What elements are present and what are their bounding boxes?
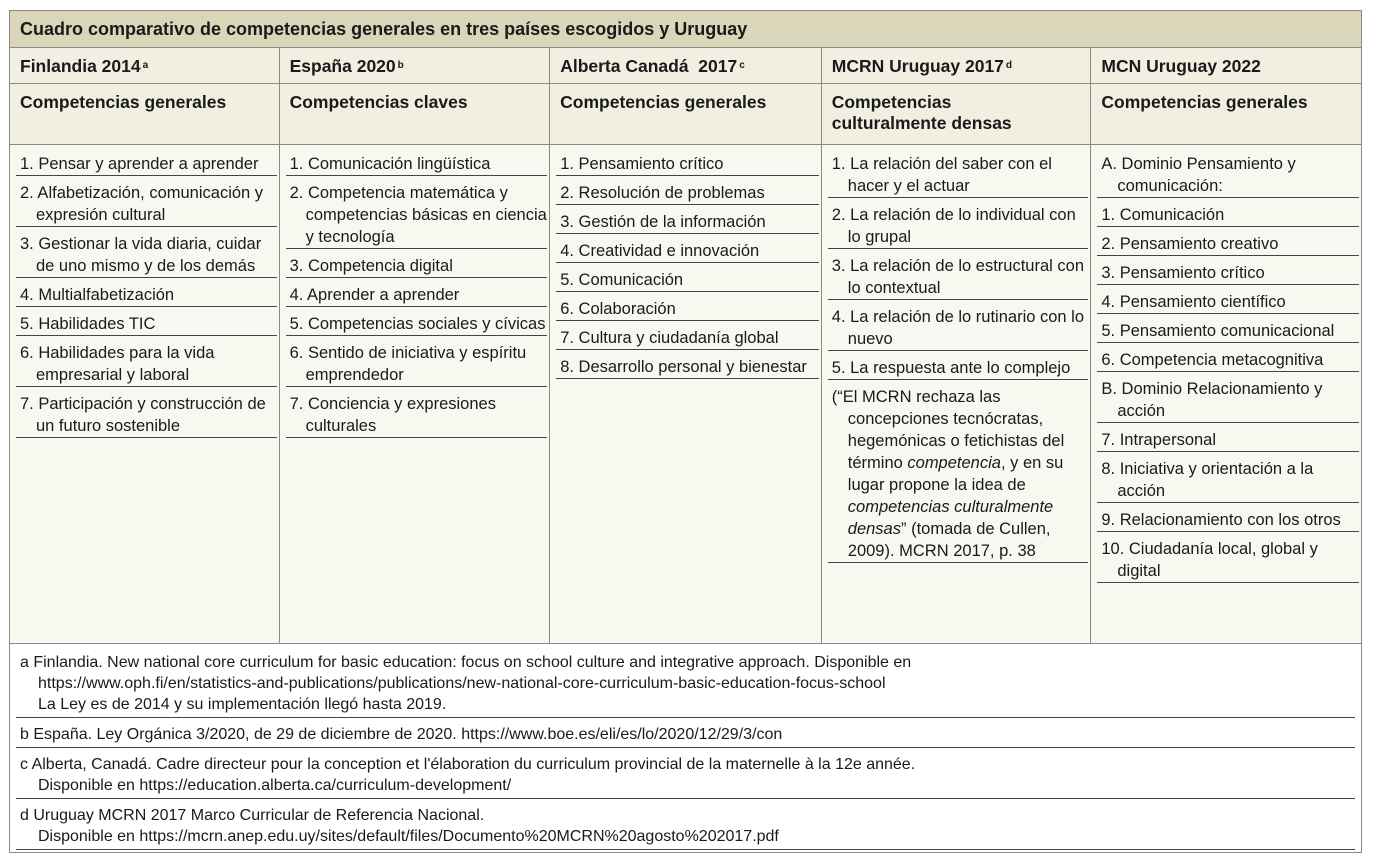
subheader: Competencias culturalmente densas xyxy=(822,84,1092,144)
competency-column-espana xyxy=(280,145,551,643)
list-item: A. Dominio Pensamiento y comunicación: xyxy=(1097,151,1359,198)
country-name: MCN Uruguay 2022 xyxy=(1101,56,1261,76)
note-text: (“El MCRN rechaza las concepciones tecnócratas, hegemónicas o fetichistas del término xyxy=(831,388,1065,472)
list-item: 7. Intrapersonal xyxy=(1097,427,1359,452)
country-name: España 2020 xyxy=(289,56,396,76)
footnote-continuation: Disponible en https://mcrn.anep.edu.uy/sites/default/files/Documento%20MCRN%20agosto%202017.pdf xyxy=(38,828,779,845)
competency-column-mcrn xyxy=(822,145,1092,643)
list-item: 2. Pensamiento creativo xyxy=(1097,231,1359,256)
list-item: 1. Pensamiento crítico xyxy=(556,151,819,176)
list-item: 1. Comunicación lingüística xyxy=(286,151,548,176)
footnote-continuation: https://www.oph.fi/en/statistics-and-publications/publications/new-national-core-curriculum-basic-education-focus-school La Ley es de 2014 y su implementación llegó hasta 2019. xyxy=(38,675,886,713)
footnote-text: c Alberta, Canadá. Cadre directeur pour la conception et l'élaboration du curriculum provincial de la maternelle à la 12e année. xyxy=(20,756,916,773)
list-item: 8. Iniciativa y orientación a la acción xyxy=(1097,456,1359,503)
footnote-text: b España. Ley Orgánica 3/2020, de 29 de diciembre de 2020. https://www.boe.es/eli/es/lo/2020/12/29/3/con xyxy=(20,726,783,743)
subheader: Competencias generales xyxy=(10,84,280,144)
list-item: 3. La relación de lo estructural con lo contextual xyxy=(828,253,1089,300)
country-header xyxy=(1091,48,1361,83)
footnote-continuation: Disponible en https://education.alberta.ca/curriculum-development/ xyxy=(38,777,512,794)
list-item: 7. Cultura y ciudadanía global xyxy=(556,325,819,350)
comparison-table xyxy=(9,10,1362,853)
list-item: 2. Resolución de problemas xyxy=(556,180,819,205)
list-item: 8. Desarrollo personal y bienestar xyxy=(556,354,819,379)
footnote xyxy=(16,803,1355,850)
list-item: 1. La relación del saber con el hacer y el actuar xyxy=(828,151,1089,198)
list-item: 6. Habilidades para la vida empresarial y laboral xyxy=(16,340,277,387)
footnote-ref: d xyxy=(1005,60,1013,71)
list-item: 7. Conciencia y expresiones culturales xyxy=(286,391,548,438)
note-text: ” (tomada de Cullen, 2009). MCRN 2017, p. 38 xyxy=(847,520,1051,560)
country-header-row xyxy=(10,48,1361,84)
note-text: , y en su lugar propone la idea de xyxy=(847,454,1064,494)
list-item: 1. Pensar y aprender a aprender xyxy=(16,151,277,176)
list-item: 4. Multialfabetización xyxy=(16,282,277,307)
mcrn-note xyxy=(828,384,1089,563)
list-item: 5. Competencias sociales y cívicas xyxy=(286,311,548,336)
footnote xyxy=(16,752,1355,799)
country-header xyxy=(280,48,551,83)
footnote-ref: a xyxy=(142,60,149,71)
footnote-text: a Finlandia. New national core curriculum for basic education: focus on school culture and integrative approach. Disponible en xyxy=(20,654,912,671)
competency-column-alberta xyxy=(550,145,822,643)
list-item: 5. La respuesta ante lo complejo xyxy=(828,355,1089,380)
country-name: Finlandia 2014 xyxy=(20,56,141,76)
footnote-ref: b xyxy=(397,60,404,71)
list-item: 5. Pensamiento comunicacional xyxy=(1097,318,1359,343)
footnote xyxy=(16,650,1355,718)
footnotes xyxy=(10,644,1361,850)
footnote xyxy=(16,722,1355,748)
list-item: 6. Colaboración xyxy=(556,296,819,321)
competency-column-mcn xyxy=(1091,145,1361,643)
list-item: 4. Creatividad e innovación xyxy=(556,238,819,263)
list-item: 4. Aprender a aprender xyxy=(286,282,548,307)
list-item: 2. Competencia matemática y competencias básicas en ciencia y tecnología xyxy=(286,180,548,249)
list-item: B. Dominio Relacionamiento y acción xyxy=(1097,376,1359,423)
footnote-ref: c xyxy=(739,60,745,71)
list-item: 2. Alfabetización, comunicación y expresión cultural xyxy=(16,180,277,227)
country-name: MCRN Uruguay 2017 xyxy=(831,56,1004,76)
note-emphasis: competencias culturalmente densas xyxy=(847,498,1054,538)
footnote-text: d Uruguay MCRN 2017 Marco Curricular de Referencia Nacional. xyxy=(20,807,485,824)
country-header xyxy=(10,48,280,83)
competency-column-finlandia xyxy=(10,145,280,643)
list-item: 5. Habilidades TIC xyxy=(16,311,277,336)
subheader: Competencias generales xyxy=(1101,92,1308,112)
list-item: 9. Relacionamiento con los otros xyxy=(1097,507,1359,532)
list-item: 7. Participación y construcción de un futuro sostenible xyxy=(16,391,277,438)
list-item: 1. Comunicación xyxy=(1097,202,1359,227)
subheader: Competencias claves xyxy=(280,84,551,144)
list-item: 2. La relación de lo individual con lo grupal xyxy=(828,202,1089,249)
subheader: Competencias generales xyxy=(550,84,822,144)
list-item: 3. Gestión de la información xyxy=(556,209,819,234)
list-item: 5. Comunicación xyxy=(556,267,819,292)
list-item: 6. Sentido de iniciativa y espíritu emprendedor xyxy=(286,340,548,387)
list-item: 3. Pensamiento crítico xyxy=(1097,260,1359,285)
country-name: Alberta Canadá 2017 xyxy=(560,56,738,76)
list-item: 10. Ciudadanía local, global y digital xyxy=(1097,536,1359,583)
note-emphasis: competencia xyxy=(907,454,1001,472)
list-item: 6. Competencia metacognitiva xyxy=(1097,347,1359,372)
country-header xyxy=(822,48,1092,83)
list-item: 3. Competencia digital xyxy=(286,253,548,278)
list-item: 3. Gestionar la vida diaria, cuidar de uno mismo y de los demás xyxy=(16,231,277,278)
list-item: 4. Pensamiento científico xyxy=(1097,289,1359,314)
table-title: Cuadro comparativo de competencias generales en tres países escogidos y Uruguay xyxy=(10,11,1361,48)
subheader-row xyxy=(10,84,1361,145)
country-header xyxy=(550,48,822,83)
competencies-row xyxy=(10,145,1361,644)
list-item: 4. La relación de lo rutinario con lo nuevo xyxy=(828,304,1089,351)
